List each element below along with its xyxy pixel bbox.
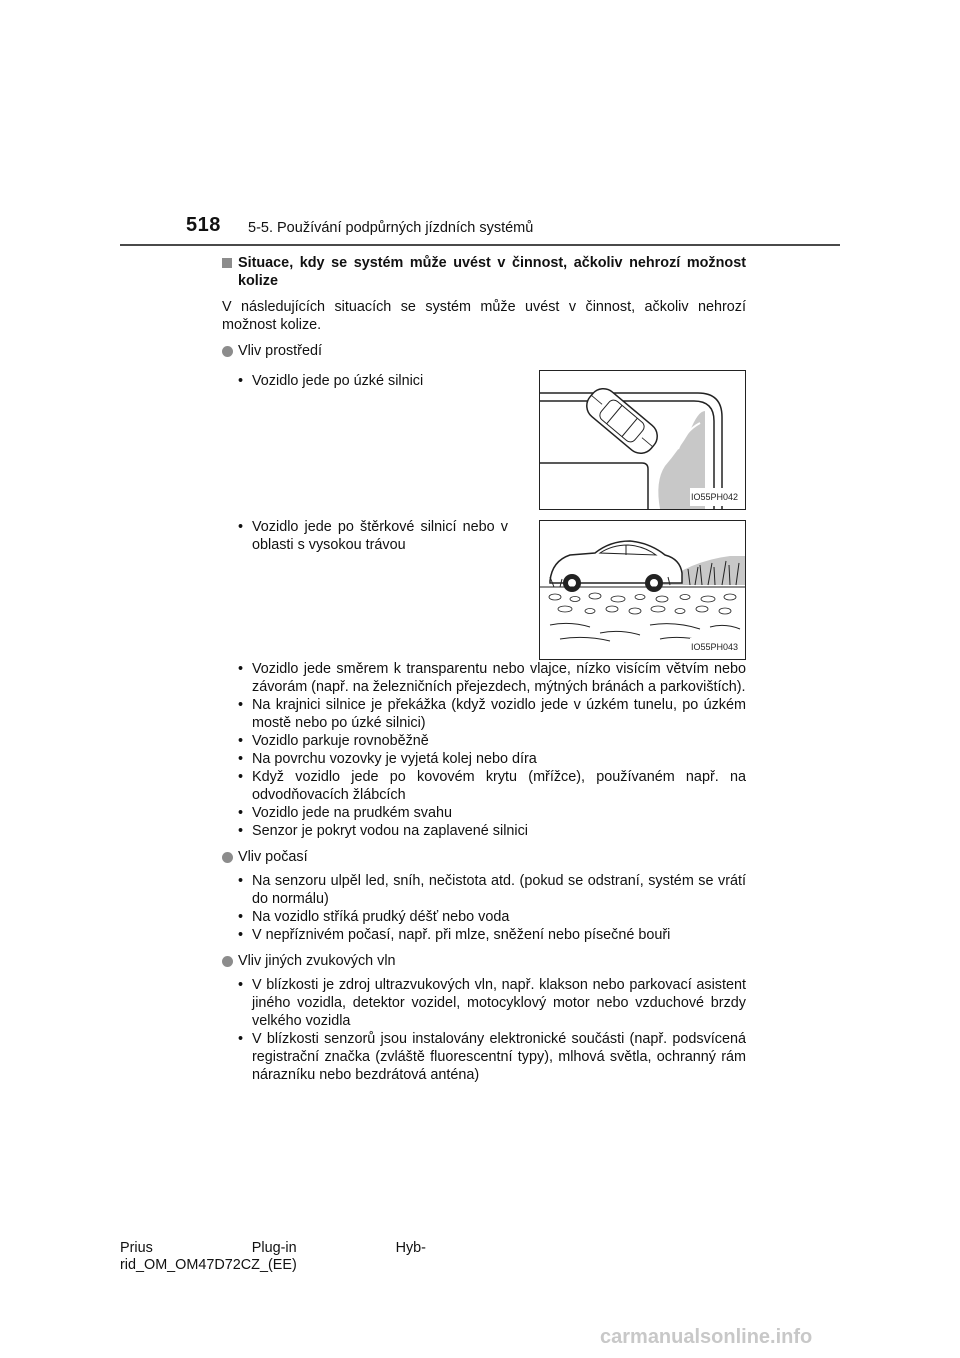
circle-bullet-icon — [222, 852, 233, 863]
list-item: • Vozidlo parkuje rovnoběžně — [238, 732, 746, 750]
footer-hyb: Hyb- — [395, 1240, 426, 1256]
group-title: Vliv prostředí — [238, 343, 322, 359]
list-item: • V nepříznivém počasí, např. při mlze, sněžení nebo písečné bouři — [238, 926, 746, 944]
list-item: • Když vozidlo jede po kovovém krytu (mřížce), používaném např. na odvodňovacích žlábcích — [238, 768, 746, 804]
bullet-list — [222, 660, 746, 840]
figure-row — [222, 514, 746, 654]
list-item: • V blízkosti senzorů jsou instalovány elektronické součásti (např. podsvícená registrační značka (zvláště fluorescentní typy), mlhová světla, ochranný rám nárazníku nebo bezdrátová anténa) — [238, 1030, 746, 1084]
list-item: • V blízkosti je zdroj ultrazvukových vln, např. klakson nebo parkovací asistent jiného vozidla, detektor vozidel, motocyklový motor nebo vzduchové brzdy velkého vozidla — [238, 976, 746, 1030]
bullet-list — [222, 976, 746, 1084]
footer-model: Prius — [120, 1240, 153, 1256]
main-content — [222, 254, 746, 1084]
figure-row — [222, 364, 746, 514]
gravel-road-illustration — [539, 520, 746, 660]
header-rule — [120, 244, 840, 246]
section-heading — [222, 254, 746, 290]
footer-doc-code: rid_OM_OM47D72CZ_(EE) — [120, 1257, 297, 1273]
list-item: • Vozidlo jede na prudkém svahu — [238, 804, 746, 822]
footer-plugin: Plug-in — [251, 1240, 297, 1256]
list-item: • Na senzoru ulpěl led, sníh, nečistota atd. (pokud se odstraní, systém se vrátí do normálu) — [238, 872, 746, 908]
bullet-list — [222, 518, 508, 654]
page-number: 518 — [186, 214, 221, 236]
intro-paragraph: V následujících situacích se systém může uvést v činnost, ačkoliv nehrozí možnost kolize. — [222, 299, 746, 333]
list-item: • Vozidlo jede směrem k transparentu nebo vlajce, nízko visícím větvím nebo závorám (např. na železničních přejezdech, mýtných bránách a parkovištích). — [238, 660, 746, 696]
section-heading-text: Situace, kdy se systém může uvést v činnost, ačkoliv nehrozí možnost kolize — [238, 255, 746, 289]
page-header — [120, 214, 840, 248]
bullet-list — [222, 372, 508, 514]
watermark: carmanualsonline.info — [600, 1326, 813, 1348]
group-title: Vliv počasí — [238, 849, 308, 865]
list-item: • Na vozidlo stříká prudký déšť nebo voda — [238, 908, 746, 926]
figure-code: IO55PH042 — [690, 488, 739, 506]
group-heading-other-sound-waves — [222, 952, 746, 970]
bullet-list — [222, 872, 746, 944]
list-item: • Senzor je pokryt vodou na zaplavené silnici — [238, 822, 746, 840]
circle-bullet-icon — [222, 956, 233, 967]
list-item: • Vozidlo jede po štěrkové silnicí nebo v oblasti s vysokou trávou — [238, 518, 508, 554]
group-heading-weather — [222, 848, 746, 866]
figure-code: IO55PH043 — [690, 638, 739, 656]
square-bullet-icon — [222, 258, 232, 268]
page-footer — [120, 1240, 440, 1274]
list-item: • Na povrchu vozovky je vyjetá kolej nebo díra — [238, 750, 746, 768]
group-heading-environment — [222, 342, 746, 360]
circle-bullet-icon — [222, 346, 233, 357]
section-title: 5-5. Používání podpůrných jízdních systémů — [248, 220, 534, 236]
group-title: Vliv jiných zvukových vln — [238, 953, 396, 969]
list-item: • Vozidlo jede po úzké silnici — [238, 372, 508, 390]
narrow-road-illustration — [539, 370, 746, 510]
list-item: • Na krajnici silnice je překážka (když vozidlo jede v úzkém tunelu, po úzkém mostě nebo po úzké silnici) — [238, 696, 746, 732]
